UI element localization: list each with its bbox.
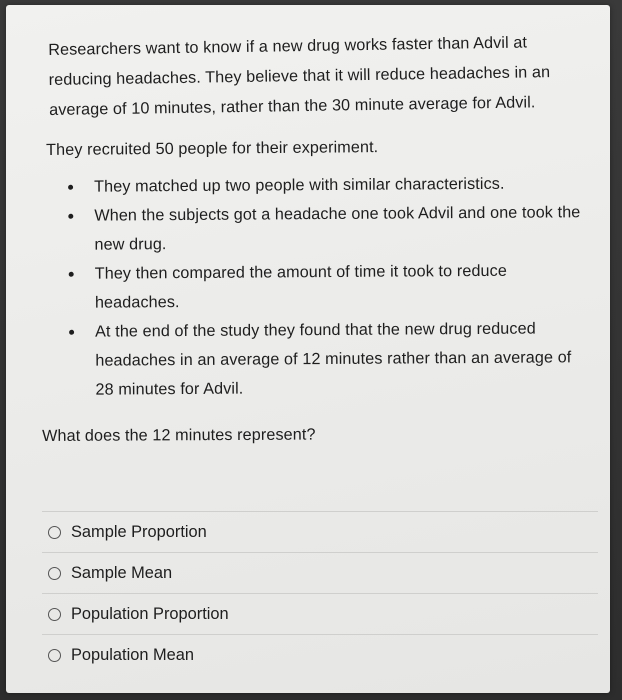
option-label: Sample Proportion bbox=[71, 522, 207, 541]
option-label: Population Proportion bbox=[71, 604, 229, 623]
radio-button-icon[interactable] bbox=[48, 649, 61, 662]
list-item bbox=[68, 169, 590, 202]
option-sample-proportion[interactable] bbox=[42, 511, 598, 552]
recruited-sentence: They recruited 50 people for their experiment. bbox=[46, 138, 379, 159]
bullet-icon bbox=[68, 214, 73, 219]
option-label: Sample Mean bbox=[71, 563, 173, 582]
question-card bbox=[6, 5, 610, 693]
list-item-text: They then compared the amount of time it took to reduce headaches. bbox=[94, 261, 507, 312]
question-prompt: What does the 12 minutes represent? bbox=[42, 425, 316, 445]
radio-button-icon[interactable] bbox=[48, 526, 61, 539]
option-sample-mean[interactable] bbox=[42, 552, 598, 593]
list-item-text: When the subjects got a headache one took Advil and one took the new drug. bbox=[94, 203, 581, 254]
radio-button-icon[interactable] bbox=[48, 608, 61, 621]
bullet-icon bbox=[68, 185, 73, 190]
option-label: Population Mean bbox=[71, 645, 195, 664]
option-population-mean[interactable] bbox=[42, 634, 598, 675]
radio-button-icon[interactable] bbox=[48, 567, 61, 580]
list-item bbox=[69, 256, 591, 318]
list-item-text: They matched up two people with similar characteristics. bbox=[94, 174, 505, 196]
list-item bbox=[68, 198, 590, 260]
question-content bbox=[42, 35, 590, 451]
procedure-list bbox=[42, 169, 592, 405]
list-item-text: At the end of the study they found that the new drug reduced headaches in an average of 12 minutes rather than an average of 28 minutes for Advil. bbox=[95, 319, 572, 399]
bullet-icon bbox=[69, 330, 74, 335]
option-population-proportion[interactable] bbox=[42, 593, 598, 634]
list-item bbox=[69, 314, 592, 405]
bullet-icon bbox=[69, 272, 74, 277]
answer-options bbox=[42, 511, 598, 675]
intro-paragraph: Researchers want to know if a new drug works faster than Advil at reducing headaches. They believe that it will reduce headaches in an average of 10 minutes, rather than the 30 minute average for Advil. bbox=[48, 33, 551, 119]
